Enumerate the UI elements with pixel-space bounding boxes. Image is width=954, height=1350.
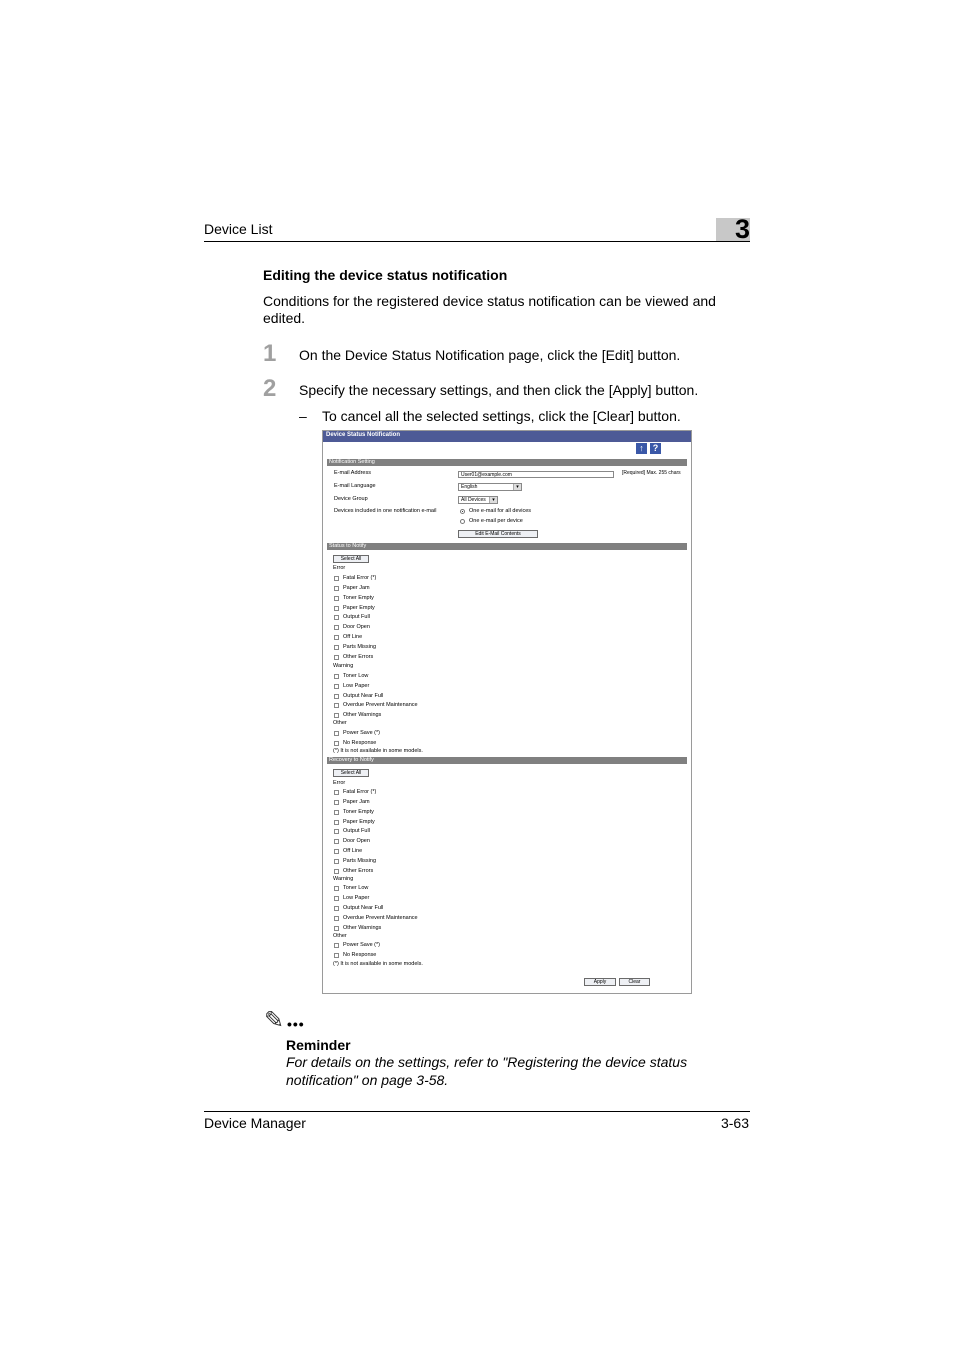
up-arrow-icon[interactable]: ↑ [636, 443, 647, 454]
notification-setting-bar [327, 459, 687, 466]
help-icon[interactable]: ? [650, 443, 661, 454]
section-title: Editing the device status notification [263, 267, 508, 283]
checkbox[interactable] [334, 906, 339, 911]
checkbox-label: No Response [343, 951, 377, 958]
checkbox-label: Overdue Prevent Maintenance [343, 914, 418, 921]
checkbox-label: Other Warnings [343, 712, 382, 719]
device-status-notification-screenshot [322, 430, 692, 994]
reminder-text: For details on the settings, refer to "Registering the device status notification" on page 3-58. [286, 1054, 688, 1088]
language-select[interactable] [458, 483, 522, 491]
radio-one-email-all-label: One e-mail for all devices [469, 508, 532, 514]
checkbox[interactable] [334, 896, 339, 901]
devices-per-email-label: Devices included in one notification e-mail [334, 508, 437, 514]
language-select-value: English [461, 484, 478, 490]
step-number-1: 1 [263, 340, 277, 367]
checkbox[interactable] [334, 849, 339, 854]
chevron-down-icon: ▾ [513, 484, 521, 490]
checkbox[interactable] [334, 694, 339, 699]
checkbox[interactable] [334, 839, 339, 844]
screenshot-title-bar [323, 431, 691, 442]
checkbox-label: Door Open [343, 624, 370, 631]
checkbox-label: Overdue Prevent Maintenance [343, 702, 418, 709]
edit-email-contents-button[interactable]: Edit E-Mail Contents [458, 530, 538, 538]
status-warning-label: Warning [333, 663, 354, 669]
device-group-select[interactable] [458, 496, 498, 504]
checkbox[interactable] [334, 953, 339, 958]
device-group-label: Device Group [334, 496, 368, 502]
checkbox[interactable] [334, 810, 339, 815]
checkbox-label: Other Errors [343, 867, 374, 874]
radio-one-email-all[interactable] [460, 509, 465, 514]
checkbox[interactable] [334, 655, 339, 660]
checkbox-label: Toner Empty [343, 808, 374, 815]
footer-rule [204, 1111, 750, 1112]
checkbox[interactable] [334, 800, 339, 805]
recovery-footnote: (*) It is not available in some models. [333, 961, 423, 967]
recovery-to-notify-heading: Recovery to Notify [329, 757, 374, 763]
radio-one-email-per-device[interactable] [460, 519, 465, 524]
substep-dash: – [299, 408, 307, 424]
running-header: Device List [204, 221, 273, 237]
checkbox[interactable] [334, 859, 339, 864]
checkbox-label: Paper Empty [343, 818, 375, 825]
screenshot-title: Device Status Notification [326, 432, 401, 438]
chapter-number: 3 [734, 214, 750, 244]
checkbox-label: Output Near Full [343, 692, 384, 699]
checkbox[interactable] [334, 596, 339, 601]
email-note: [Required] Max. 255 chars [622, 470, 681, 476]
radio-one-email-per-device-label: One e-mail per device [469, 518, 523, 524]
checkbox[interactable] [334, 625, 339, 630]
recovery-warning-label: Warning [333, 876, 354, 882]
checkbox[interactable] [334, 586, 339, 591]
apply-button[interactable]: Apply [584, 978, 616, 986]
checkbox[interactable] [334, 576, 339, 581]
checkbox-label: Parts Missing [343, 643, 377, 650]
checkbox[interactable] [334, 916, 339, 921]
intro-paragraph: Conditions for the registered device status notification can be viewed and edited. [263, 293, 716, 326]
checkbox-label: Low Paper [343, 894, 370, 901]
status-select-all-button[interactable]: Select All [333, 555, 369, 563]
checkbox-label: Paper Empty [343, 604, 375, 611]
clear-button[interactable]: Clear [619, 978, 650, 986]
checkbox[interactable] [334, 606, 339, 611]
substep-text: To cancel all the selected settings, click the [Clear] button. [322, 408, 681, 424]
checkbox-label: Door Open [343, 838, 370, 845]
checkbox[interactable] [334, 684, 339, 689]
checkbox-label: Off Line [343, 634, 363, 641]
checkbox-label: Fatal Error (*) [343, 789, 377, 795]
checkbox-label: Parts Missing [343, 857, 377, 864]
checkbox[interactable] [334, 635, 339, 640]
step-number-2: 2 [263, 375, 277, 402]
ellipsis-icon: ••• [287, 1016, 305, 1032]
checkbox-label: Toner Empty [343, 594, 374, 601]
status-to-notify-bar [327, 543, 687, 550]
checkbox[interactable] [334, 674, 339, 679]
checkbox[interactable] [334, 645, 339, 650]
checkbox-label: Toner Low [343, 885, 369, 891]
status-other-label: Other [333, 720, 347, 726]
status-to-notify-heading: Status to Notify [329, 543, 367, 549]
pencil-icon: ✎ [264, 1007, 285, 1034]
checkbox-label: Toner Low [343, 673, 369, 679]
checkbox-label: Output Near Full [343, 904, 384, 911]
checkbox[interactable] [334, 713, 339, 718]
checkbox-label: Off Line [343, 848, 363, 855]
checkbox-label: Power Save (*) [343, 942, 380, 948]
recovery-error-label: Error [333, 780, 346, 786]
checkbox-label: Other Errors [343, 653, 374, 660]
step-text-1: On the Device Status Notification page, click the [Edit] button. [299, 347, 681, 363]
footer-title: Device Manager [204, 1115, 306, 1131]
checkbox[interactable] [334, 615, 339, 620]
language-label: E-mail Language [334, 483, 376, 489]
email-label: E-mail Address [334, 470, 371, 476]
checkbox-label: Paper Jam [343, 584, 370, 591]
checkbox[interactable] [334, 731, 339, 736]
checkbox-label: Low Paper [343, 682, 370, 689]
checkbox[interactable] [334, 703, 339, 708]
checkbox-label: Fatal Error (*) [343, 575, 377, 581]
checkbox[interactable] [334, 869, 339, 874]
checkbox[interactable] [334, 820, 339, 825]
reminder-title: Reminder [286, 1037, 351, 1053]
notification-setting-heading: Notification Setting [329, 459, 375, 465]
checkbox[interactable] [334, 886, 339, 891]
device-group-select-value: All Devices [461, 497, 486, 503]
status-error-label: Error [333, 565, 346, 571]
checkbox-label: Output Full [343, 828, 370, 835]
checkbox[interactable] [334, 943, 339, 948]
email-input[interactable]: User01@example.com [458, 471, 614, 478]
checkbox-label: Power Save (*) [343, 730, 380, 736]
header-rule [204, 241, 750, 242]
checkbox[interactable] [334, 741, 339, 746]
checkbox-label: Other Warnings [343, 924, 382, 931]
checkbox-label: Paper Jam [343, 798, 370, 805]
page-number: 3-63 [720, 1115, 749, 1131]
chevron-down-icon: ▾ [489, 497, 497, 503]
checkbox-label: Output Full [343, 614, 370, 621]
checkbox-label: No Response [343, 739, 377, 746]
recovery-other-label: Other [333, 933, 347, 939]
checkbox[interactable] [334, 829, 339, 834]
recovery-to-notify-bar [327, 757, 687, 764]
checkbox[interactable] [334, 790, 339, 795]
step-text-2: Specify the necessary settings, and then click the [Apply] button. [299, 382, 699, 398]
checkbox[interactable] [334, 926, 339, 931]
status-footnote: (*) It is not available in some models. [333, 748, 423, 754]
recovery-select-all-button[interactable]: Select All [333, 769, 369, 777]
